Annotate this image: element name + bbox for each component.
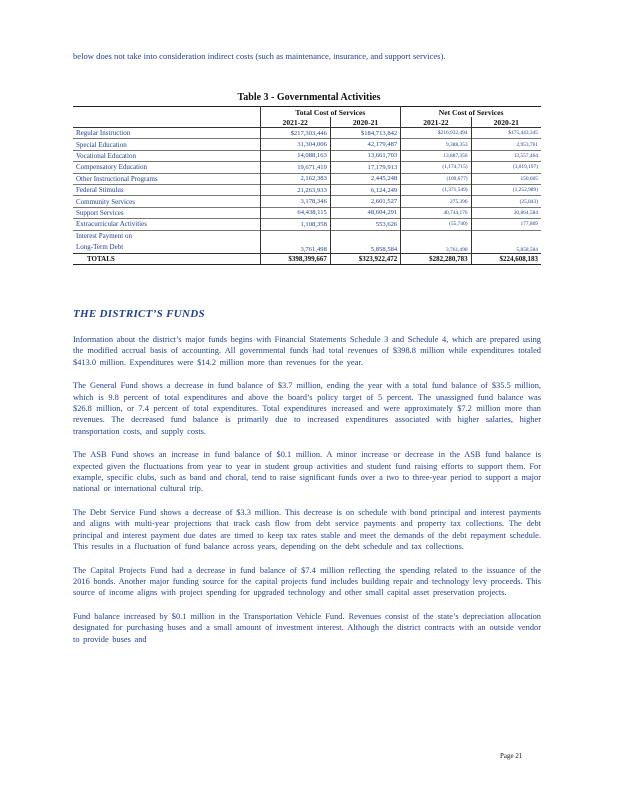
table-cell: (55,740): [401, 219, 471, 230]
table-cell: 177,869: [471, 219, 541, 230]
table-cell: 14,088,163: [260, 150, 330, 161]
table-cell: $224,608,183: [471, 253, 541, 264]
table-row: [73, 207, 541, 218]
intro-paragraph: below does not take into consideration indirect costs (such as maintenance, insurance, and support services).: [73, 51, 446, 61]
page-number: Page 21: [500, 752, 523, 760]
table-cell: 17,179,913: [330, 162, 400, 173]
table-corner-cell: [73, 107, 260, 118]
net-cost-header: Net Cost of Services: [401, 107, 541, 118]
table-cell: (25,843): [471, 196, 541, 207]
row-label: Regular Instruction: [73, 128, 260, 139]
paragraph: The General Fund shows a decrease in fund balance of $3.7 million, ending the year with a total fund balance of $35.5 million, which is 9.8 percent of total expenditures and above the board’s policy target of 5 percent. The unassigned fund balance was $26.8 million, or 7.4 percent of total expenditures. Total expenditures increased and were approximately $7.2 million more than revenues. The decreased fund balance is primarily due to increased expenditures associated with higher salaries, higher transportation costs, and supply costs.: [73, 381, 541, 436]
table-cell: $217,303,446: [260, 128, 330, 139]
table-cell: $175,443,345: [471, 128, 541, 139]
table-row: [73, 196, 541, 207]
table-cell: 2,445,248: [330, 173, 400, 184]
row-label: Support Services: [73, 207, 260, 218]
table-cell: 3,761,498: [401, 230, 471, 253]
row-label-line: Interest Payment on: [76, 231, 132, 240]
row-label: Community Services: [73, 196, 260, 207]
table-cell: 1,108,358: [260, 219, 330, 230]
table-cell: 13,557,464: [471, 150, 541, 161]
table-cell: 21,263,933: [260, 184, 330, 195]
year-header: 2020-21: [330, 117, 400, 128]
year-header: 2021-22: [260, 117, 330, 128]
table-row: [73, 173, 541, 184]
table-cell: 13,887,356: [401, 150, 471, 161]
table-corner-cell: [73, 117, 260, 128]
table-cell: 3,178,346: [260, 196, 330, 207]
table-title: Table 3 - Governmental Activities: [237, 92, 381, 103]
year-header: 2020-21: [471, 117, 541, 128]
table-cell: 13,661,703: [330, 150, 400, 161]
table-cell: 2,601,527: [330, 196, 400, 207]
table-year-header-row: [73, 117, 541, 128]
table-cell: (109,677): [401, 173, 471, 184]
year-header: 2021-22: [401, 117, 471, 128]
row-label: Special Education: [73, 139, 260, 150]
table-row: [73, 128, 541, 139]
total-cost-header: Total Cost of Services: [260, 107, 401, 118]
paragraph: Fund balance increased by $0.1 million in the Transportation Vehicle Fund. Revenues consist of the state’s depreciation allocation designated for purchasing buses and a small amount of investment interest. Although the district contracts with an outside vendor to provide buses and: [73, 611, 541, 644]
table-cell: 275,396: [401, 196, 471, 207]
paragraph: The Capital Projects Fund had a decrease in fund balance of $7.4 million reflecting the spending related to the issuance of the 2016 bonds. Another major funding source for the capital projects fund includes building repair and technology levy proceeds. This source of income aligns with project spending for upgraded technology and other small capital asset preservation projects.: [73, 565, 541, 598]
table-cell: 64,438,115: [260, 207, 330, 218]
table-cell: (1,174,715): [401, 162, 471, 173]
table-row: [73, 184, 541, 195]
table-cell: (1,371,549): [401, 184, 471, 195]
table-cell: 31,304,006: [260, 139, 330, 150]
table-group-header-row: [73, 107, 541, 118]
body-text: [73, 334, 541, 657]
table-cell: 9,388,353: [401, 139, 471, 150]
table-row: [73, 162, 541, 173]
section-heading: THE DISTRICT’S FUNDS: [73, 308, 205, 320]
table-row: [73, 219, 541, 230]
table-row-interest: [73, 230, 541, 253]
table-cell: $216,932,494: [401, 128, 471, 139]
table-cell: 6,124,249: [330, 184, 400, 195]
row-label: [73, 230, 260, 253]
table-cell: $184,713,842: [330, 128, 400, 139]
row-label: Federal Stimulus: [73, 184, 260, 195]
table-cell: $282,280,783: [401, 253, 471, 264]
table-cell: $398,399,667: [260, 253, 330, 264]
table-cell: (3,019,197): [471, 162, 541, 173]
paragraph: The ASB Fund shows an increase in fund balance of $0.1 million. A minor increase or decrease in the ASB fund balance is expected given the fluctuations from year to year in student group activities and student fund raising efforts to support them. For example, specific clubs, such as band and choral, tend to raise significant funds over a two to three-year period to support a major national or international cultural trip.: [73, 450, 541, 494]
table-cell: 19,671,419: [260, 162, 330, 173]
table-row-totals: [73, 253, 541, 264]
table-cell: 553,626: [330, 219, 400, 230]
table-cell: $323,922,472: [330, 253, 400, 264]
paragraph: The Debt Service Fund shows a decrease of $3.3 million. This decrease is on schedule with bond principal and interest payments and aligns with multi-year projections that track cash flow from debt service payments and property tax collections. The debt principal and interest payment due dates are timed to keep tax rates stable and meet the demands of the debt repayment schedule. This results in a fluctuation of fund balance across years, depending on the debt schedule and tax collections.: [73, 507, 541, 552]
table-cell: 3,761,498: [260, 230, 330, 253]
paragraph: Information about the district’s major funds begins with Financial Statements Schedule 3 and Schedule 4, which are prepared using the modified accrual basis of accounting. All governmental funds had total revenues of $398.8 million while expenditures totaled $413.0 million. Expenditures were $14.2 million more than revenues for the year.: [73, 335, 541, 367]
table-cell: 48,604,291: [330, 207, 400, 218]
row-label: Other Instructional Programs: [73, 173, 260, 184]
row-label: Compensatory Education: [73, 162, 260, 173]
table-cell: 2,953,761: [471, 139, 541, 150]
table-row: [73, 150, 541, 161]
table-cell: 2,162,383: [260, 173, 330, 184]
table-cell: 5,858,584: [330, 230, 400, 253]
table-cell: 150,605: [471, 173, 541, 184]
governmental-activities-table: [73, 106, 541, 265]
table-cell: 42,179,487: [330, 139, 400, 150]
row-label: Extracurricular Activities: [73, 219, 260, 230]
table-row: [73, 139, 541, 150]
table-cell: 5,858,584: [471, 230, 541, 253]
totals-label: TOTALS: [73, 253, 260, 264]
row-label-line: Long-Term Debt: [76, 242, 124, 251]
table-cell: 40,744,176: [401, 207, 471, 218]
table-cell: (1,252,989): [471, 184, 541, 195]
table-cell: 30,864,584: [471, 207, 541, 218]
row-label: Vocational Education: [73, 150, 260, 161]
